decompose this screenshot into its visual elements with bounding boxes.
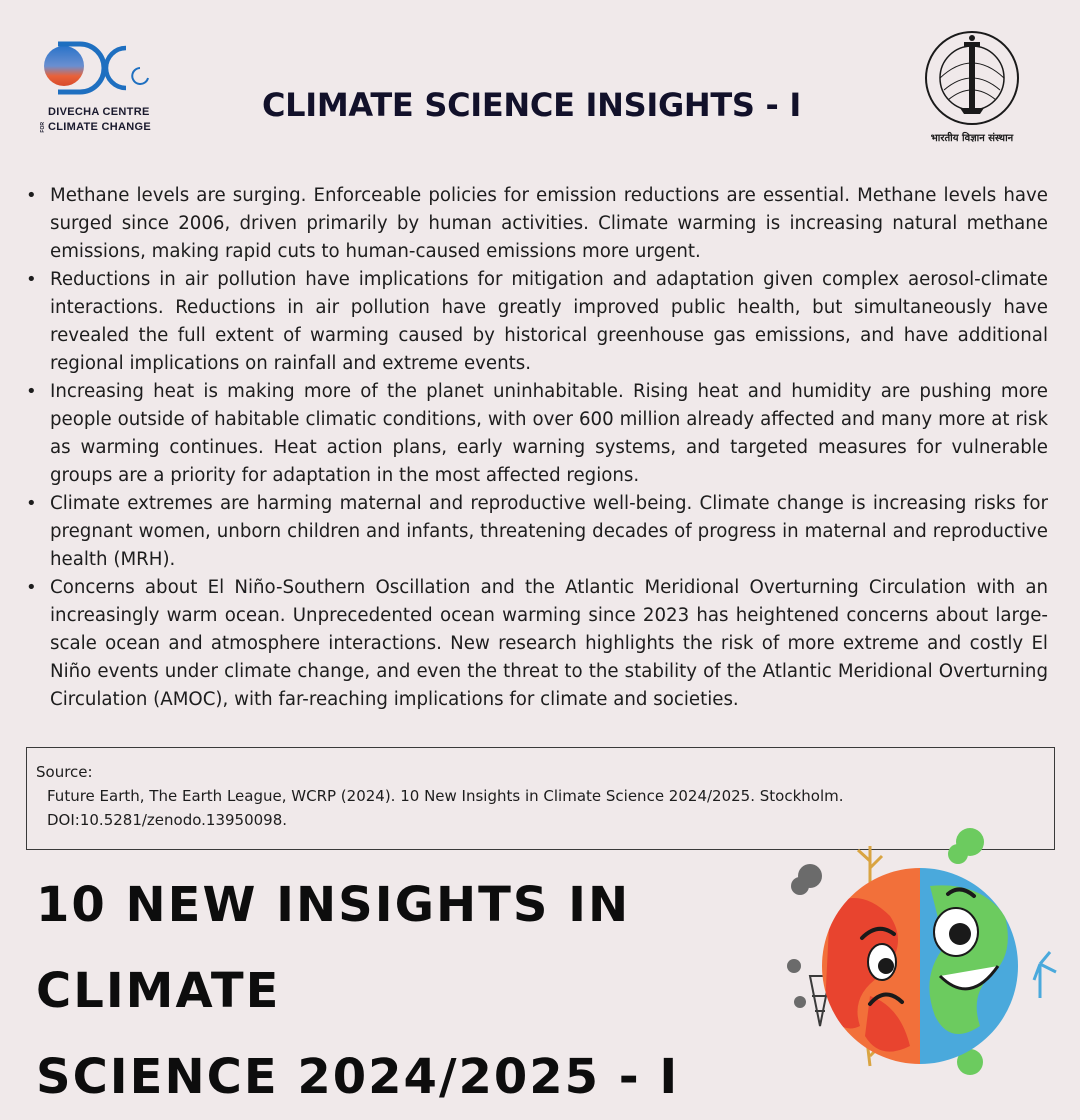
insight-text: Concerns about El Niño-Southern Oscillation and the Atlantic Meridional Overturning Circulation with an increasingly warm ocean. Unprecedented ocean warming since 2023 has heightened concerns about large-scale ocean and atmosphere interactions. New research highlights the risk of more extreme and costly El Niño events under climate change, and even the threat to the stability of the Atlantic Meridional Overturning Circulation (AMOC), with far-reaching implications for climate and societies. — [50, 577, 1048, 710]
iisc-hindi-name: भारतीय विज्ञान संस्थान — [930, 133, 1014, 144]
hero-title — [36, 862, 796, 1120]
insight-text: Reductions in air pollution have implications for mitigation and adaptation given complex aerosol-climate interactions. Reductions in air pollution have greatly improved public health, but simultaneously have revealed the full extent of warming caused by historical greenhouse gas emissions, and have additional regional implications on rainfall and extreme events. — [50, 269, 1048, 374]
dccc-logo-icon — [40, 36, 160, 102]
insight-text: Climate extremes are harming maternal and reproductive well-being. Climate change is increasing risks for pregnant women, unborn children and infants, threatening decades of progress in maternal and reproductive health (MRH). — [50, 493, 1048, 570]
source-label: Source: — [36, 763, 93, 781]
bullet-icon: • — [26, 185, 37, 206]
iisc-logo — [914, 30, 1030, 148]
source-citation: Future Earth, The Earth League, WCRP (2024). 10 New Insights in Climate Science 2024/2025. Stockholm. DOI:10.5281/zenodo.13950098. — [47, 787, 844, 829]
insight-item — [22, 266, 1048, 378]
dccc-for-text: FOR — [40, 122, 46, 133]
hero-title-line1: 10 NEW INSIGHTS IN CLIMATE — [36, 877, 631, 1019]
divecha-centre-logo — [40, 36, 160, 136]
page-title: CLIMATE SCIENCE INSIGHTS - I — [262, 86, 801, 124]
hero-title-line2: SCIENCE 2024/2025 - I — [36, 1049, 680, 1105]
earth-illustration — [770, 826, 1070, 1080]
bullet-icon: • — [26, 577, 37, 598]
insight-text: Increasing heat is making more of the planet uninhabitable. Rising heat and humidity are pushing more people outside of habitable climatic conditions, with over 600 million already affected and many more at risk as warming continues. Heat action plans, early warning systems, and targeted measures for vulnerable groups are a priority for adaptation in the most affected regions. — [50, 381, 1048, 486]
insight-item — [22, 378, 1048, 490]
split-earth-icon — [770, 826, 1070, 1080]
insights-list — [22, 182, 1048, 714]
dccc-name-line1: DIVECHA CENTRE — [48, 106, 150, 118]
iisc-emblem-icon — [914, 30, 1030, 130]
dccc-name-line2: CLIMATE CHANGE — [48, 121, 151, 133]
bullet-icon: • — [26, 269, 37, 290]
bullet-icon: • — [26, 381, 37, 402]
insight-item — [22, 574, 1048, 714]
bullet-icon: • — [26, 493, 37, 514]
insight-item — [22, 490, 1048, 574]
insight-item — [22, 182, 1048, 266]
insight-text: Methane levels are surging. Enforceable policies for emission reductions are essential. Methane levels have surged since 2006, driven primarily by human activities. Climate warming is increasing natural methane emissions, making rapid cuts to human-caused emissions more urgent. — [50, 185, 1048, 262]
